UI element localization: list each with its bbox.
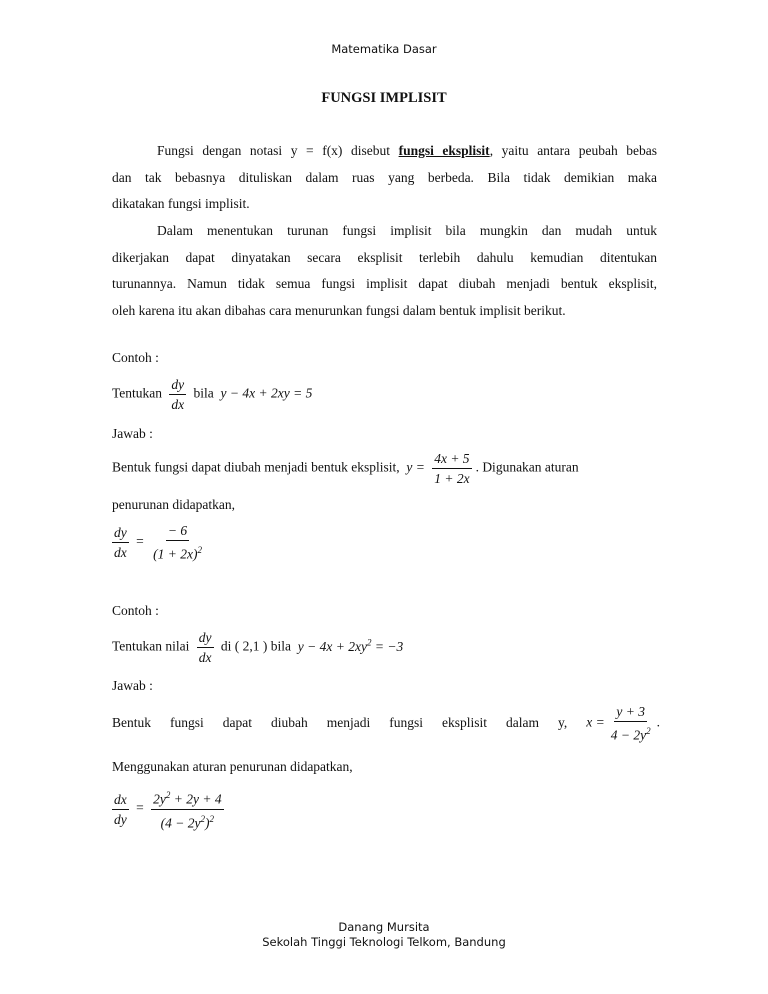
- intro-paragraph-2: [112, 218, 657, 324]
- p1-line-1: Fungsi dengan notasi y = f(x) disebut fungsi eksplisit, yaitu antara peubah bebas: [157, 143, 658, 158]
- page-title: FUNGSI IMPLISIT: [321, 90, 447, 106]
- example-2-derivation-text: Menggunakan aturan penurunan didapatkan,: [112, 759, 353, 774]
- example-1-label: Contoh :: [112, 350, 159, 365]
- example-2-task: Tentukan nilai $\frac{dy}{dx}$ di ( 2,1 ) bila $y - 4x + 2xy^2 = -3$: [112, 630, 404, 665]
- intro-paragraph-1: [112, 138, 657, 218]
- p2-line-3: turunannya. Namun tidak semua fungsi implisit dapat diubah menjadi bentuk eksplisit,: [112, 276, 657, 291]
- result-lhs-fraction: $\frac{dy}{dx}$: [114, 524, 127, 560]
- example-2-label: Contoh :: [112, 603, 159, 618]
- p1-line-2: dan tak bebasnya dituliskan dalam ruas yang berbeda. Bila tidak demikian maka: [112, 169, 657, 185]
- example-1-derivation-text: penurunan didapatkan,: [112, 497, 235, 512]
- result-rhs-fraction: $\frac{- 6}{(1 + 2x)^2}$: [153, 523, 202, 562]
- example-1-answer-label: Jawab :: [112, 426, 153, 441]
- example-2-result: $\frac{dx}{dy}$ = $\frac{2y^2 + 2y + 4}{(4 - 2y^2)^2}$: [112, 787, 228, 831]
- example-1-equation: y − 4x + 2xy = 5: [220, 385, 313, 401]
- footer-institution: Sekolah Tinggi Teknologi Telkom, Bandung: [262, 935, 506, 949]
- example-1-explicit: Bentuk fungsi dapat diubah menjadi bentuk eksplisit, y = $\frac{4x + 5}{1 + 2x}$ . Digunakan aturan: [112, 451, 579, 486]
- page-header: Matematika Dasar: [331, 42, 437, 56]
- example-1-task: Tentukan $\frac{dy}{dx}$ bila y − 4x + 2xy = 5: [112, 377, 313, 412]
- dy-dx-fraction: $\frac{dy}{dx}$: [171, 377, 185, 412]
- explicit-fraction: $\frac{y + 3}{4 - 2y^2}$: [610, 704, 651, 743]
- footer-author: Danang Mursita: [338, 920, 430, 934]
- p1-line-3: dikatakan fungsi implisit.: [112, 196, 250, 211]
- explicit-fraction: $\frac{4x + 5}{1 + 2x}$: [434, 451, 470, 486]
- p2-line-1: Dalam menentukan turunan fungsi implisit bila mungkin dan mudah untuk: [157, 223, 657, 238]
- example-2-answer-label: Jawab :: [112, 678, 153, 693]
- result-rhs-fraction: $\frac{2y^2 + 2y + 4}{(4 - 2y^2)^2}$: [151, 787, 223, 831]
- term-fungsi-eksplisit: fungsi eksplisit: [398, 143, 490, 158]
- example-2-equation: $y - 4x + 2xy^2 = -3$: [297, 637, 404, 654]
- p2-line-2: dikerjakan dapat dinyatakan secara eksplisit terlebih dahulu kemudian ditentukan: [112, 249, 657, 265]
- p2-line-4: oleh karena itu akan dibahas cara menurunkan fungsi dalam bentuk implisit berikut.: [112, 302, 566, 318]
- dy-dx-fraction: $\frac{dy}{dx}$: [198, 630, 212, 665]
- example-1-result: $\frac{dy}{dx}$ = $\frac{- 6}{(1 + 2x)^2}$: [114, 523, 202, 562]
- example-2-explicit: Bentuk fungsi dapat diubah menjadi fungsi eksplisit dalam y, x = $\frac{y + 3}{4 - 2y^2}$ .: [112, 704, 660, 743]
- result-lhs-fraction: $\frac{dx}{dy}$: [114, 791, 127, 827]
